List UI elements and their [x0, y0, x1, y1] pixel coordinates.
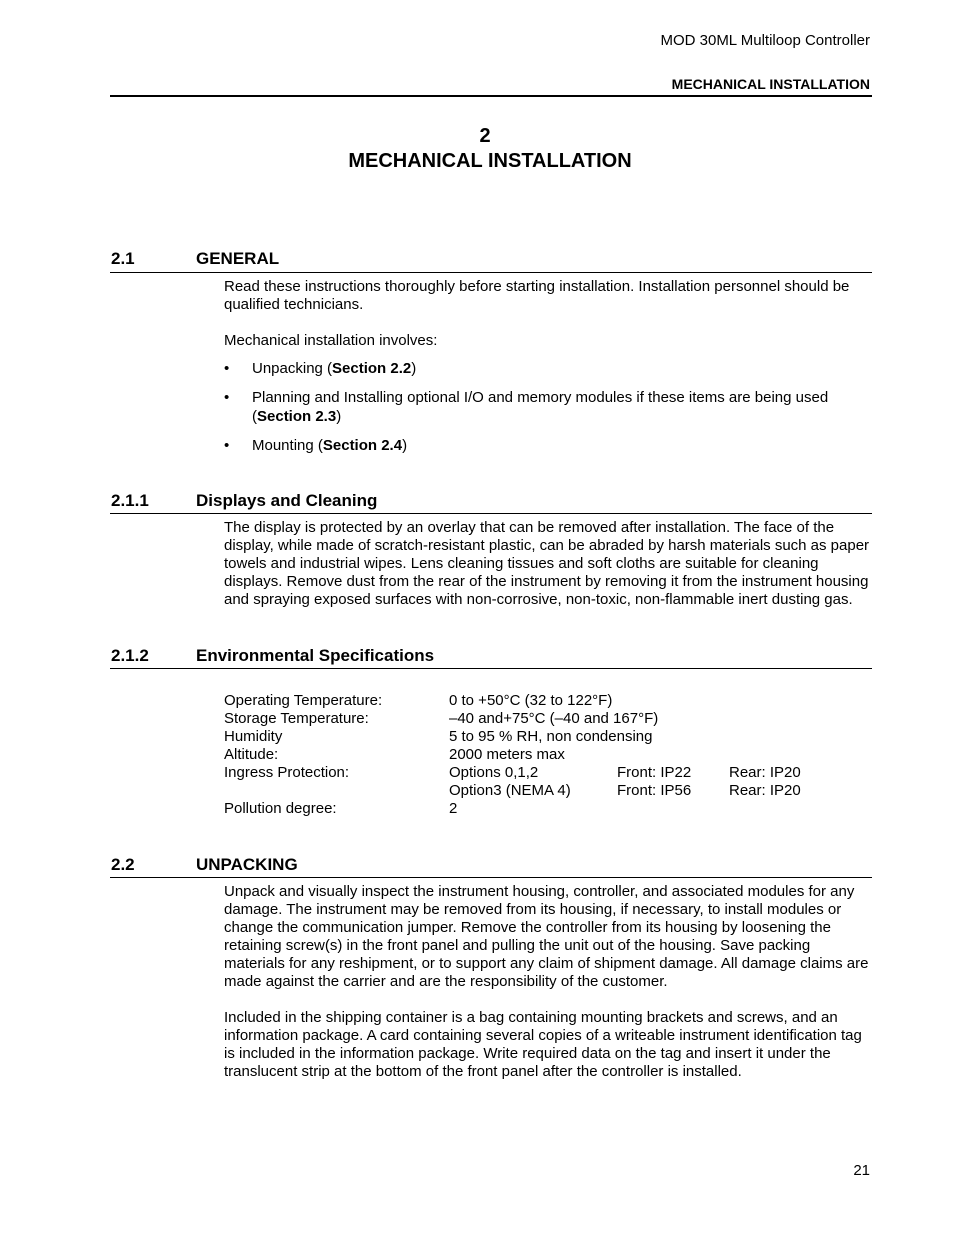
installation-steps-list — [224, 359, 870, 455]
page-number: 21 — [853, 1162, 870, 1179]
spec-rear-rating: Rear: IP20 — [729, 782, 801, 799]
section-divider — [110, 668, 872, 669]
chapter-number: 2 — [479, 125, 491, 147]
spec-label: Ingress Protection: — [224, 764, 350, 781]
spec-value: 0 to +50°C (32 to 122°F) — [449, 692, 613, 709]
paragraph: Read these instructions thoroughly before starting installation. Installation personnel should be qualified technicians. — [224, 278, 850, 313]
table-row — [224, 800, 870, 818]
chapter-title: MECHANICAL INSTALLATION — [348, 150, 632, 172]
bullet-icon: • — [224, 360, 230, 377]
paragraph: Included in the shipping container is a bag containing mounting brackets and screws, and an information package. A card containing several copies of a writeable instrument identification tag is included in the information package. Write required data on the tag and insert it under the translucent strip at the bottom of the front panel after the controller is installed. — [224, 1009, 862, 1080]
paragraph: Unpack and visually inspect the instrument housing, controller, and associated modules for any damage. The instrument may be removed from its housing, if necessary, to install modules or change the communication jumper. Remove the controller from its housing by loosening the retaining screw(s) in the front panel and pulling the unit out of the housing. Save packing materials for any reshipment, or to support any claim of shipment damage. All damage claims are made against the carrier and are the responsibility of the customer. — [224, 883, 869, 990]
section-title-unpacking: UNPACKING — [196, 855, 298, 874]
bullet-icon: • — [224, 389, 230, 406]
list-item: • Mounting (Section 2.4) — [224, 437, 408, 454]
spec-value: 2000 meters max — [449, 746, 565, 763]
table-row — [224, 728, 870, 746]
paragraph: Mechanical installation involves: — [224, 332, 438, 349]
section-title-environmental: Environmental Specifications — [196, 646, 435, 665]
spec-label: Altitude: — [224, 746, 279, 763]
section-divider — [110, 272, 872, 273]
section-reference: Section 2.2 — [332, 360, 412, 377]
paragraph: The display is protected by an overlay that can be removed after installation. The face of the display, while made of scratch-resistant plastic, can be abraded by harsh materials such as paper towels and industrial wipes. Lens cleaning tissues and soft cloths are suitable for cleaning displays. Remove dust from the rear of the instrument by removing it from the instrument housing and spraying exposed surfaces with non-corrosive, non-toxic, non-flammable inert dusting gas. — [224, 519, 870, 608]
spec-rear-rating: Rear: IP20 — [729, 764, 801, 781]
table-row — [224, 746, 870, 764]
section-divider — [110, 513, 872, 514]
table-row — [224, 710, 870, 728]
table-row — [224, 782, 870, 800]
header-divider — [110, 95, 872, 97]
running-header-section: MECHANICAL INSTALLATION — [671, 76, 870, 92]
spec-front-rating: Front: IP56 — [617, 782, 692, 799]
spec-value: 2 — [449, 800, 458, 817]
section-title-general: GENERAL — [196, 249, 280, 268]
environmental-spec-table — [224, 692, 870, 818]
section-divider — [110, 877, 872, 878]
section-number-displays: 2.1.1 — [111, 491, 149, 510]
section-number-general: 2.1 — [111, 249, 135, 268]
section-reference: Section 2.3 — [257, 408, 337, 425]
section-body-displays — [224, 519, 870, 609]
section-title-displays: Displays and Cleaning — [196, 491, 378, 510]
section-body-general — [224, 278, 870, 465]
list-item: • Unpacking (Section 2.2) — [224, 360, 417, 377]
section-number-unpacking: 2.2 — [111, 855, 135, 874]
spec-value: Options 0,1,2 — [449, 764, 539, 781]
section-body-unpacking — [224, 883, 870, 1081]
table-row — [224, 764, 870, 782]
spec-value: 5 to 95 % RH, non condensing — [449, 728, 653, 745]
spec-value: –40 and+75°C (–40 and 167°F) — [449, 710, 659, 727]
spec-label: Operating Temperature: — [224, 692, 383, 709]
spec-label: Pollution degree: — [224, 800, 337, 817]
section-number-environmental: 2.1.2 — [111, 646, 149, 665]
spec-front-rating: Front: IP22 — [617, 764, 692, 781]
spec-label: Storage Temperature: — [224, 710, 369, 727]
table-row — [224, 692, 870, 710]
list-item: • Planning and Installing optional I/O and memory modules if these items are being used (Section 2.3) — [224, 389, 829, 425]
section-reference: Section 2.4 — [322, 437, 403, 454]
spec-value: Option3 (NEMA 4) — [449, 782, 571, 799]
bullet-icon: • — [224, 437, 230, 454]
running-header-product: MOD 30ML Multiloop Controller — [660, 32, 870, 49]
spec-label: Humidity — [224, 728, 283, 745]
